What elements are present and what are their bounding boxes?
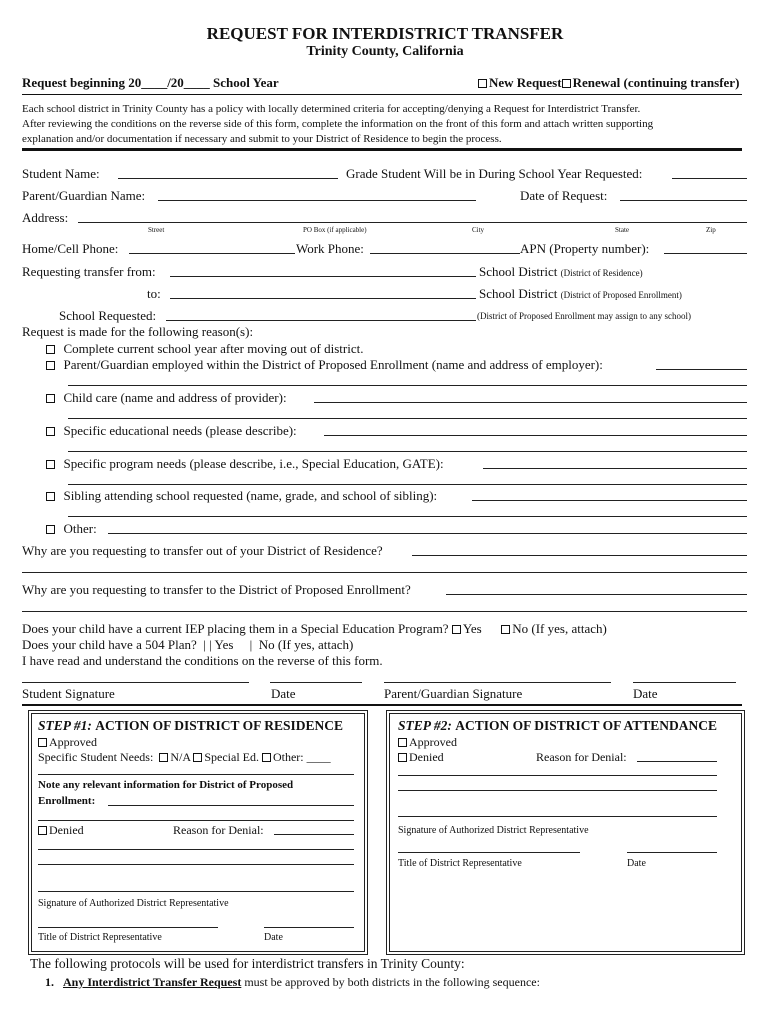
step1-reason-label: Reason for Denial: <box>173 823 264 837</box>
protocol-item-1 <box>45 975 540 990</box>
reason-4-field-2[interactable] <box>68 451 747 452</box>
reason-4 <box>46 423 297 439</box>
date-request-label: Date of Request: <box>520 188 608 203</box>
grade-field[interactable] <box>672 178 747 179</box>
step1-note-line1: Note any relevant information for District of Proposed <box>38 779 294 791</box>
reason-7-field[interactable] <box>108 533 747 534</box>
step1-rep-title-label: Title of District Representative <box>38 932 162 943</box>
question-1-field[interactable] <box>412 555 747 556</box>
step2-reason-label: Reason for Denial: <box>536 750 627 764</box>
apn-label: APN (Property number): <box>520 241 650 256</box>
school-district-label: School District <box>479 264 558 279</box>
reason-4-label: Specific educational needs (please describe): <box>63 423 297 438</box>
step2-date-label: Date <box>627 858 646 869</box>
addr-zip-hint: Zip <box>706 226 716 234</box>
reason-6-field-2[interactable] <box>68 516 747 517</box>
reason-3 <box>46 390 287 406</box>
school-requested-note: (District of Proposed Enrollment may assign to any school) <box>477 311 691 321</box>
reason-6-checkbox[interactable] <box>46 492 55 501</box>
step1-needs <box>38 750 331 765</box>
intro-line-1: Each school district in Trinity County has a policy with locally determined criteria for accepting/denying a Request for Interdistrict Transfer. <box>22 103 641 115</box>
step1-note-field[interactable] <box>108 805 354 806</box>
step1-needs-label: Specific Student Needs: <box>38 750 154 764</box>
step1-denied-label: Denied <box>49 823 84 837</box>
step2-reason-field-2[interactable] <box>398 775 717 776</box>
plan504-label: Does your child have a 504 Plan? <box>22 637 197 652</box>
reason-3-field[interactable] <box>314 402 747 403</box>
step1-title-rest: ACTION OF DISTRICT OF RESIDENCE <box>95 718 344 733</box>
reason-6 <box>46 488 437 504</box>
reason-7 <box>46 521 97 537</box>
understand-statement: I have read and understand the conditions on the reverse of this form. <box>22 653 383 668</box>
step1-approved-label: Approved <box>49 735 97 749</box>
step1-signature-label: Signature of Authorized District Representative <box>38 898 229 909</box>
step2-title-step: STEP #2: <box>398 718 452 733</box>
iep-label: Does your child have a current IEP placing them in a Special Education Program? <box>22 621 449 636</box>
school-requested-label: School Requested: <box>59 308 157 323</box>
request-type <box>478 75 739 91</box>
renewal-checkbox[interactable] <box>562 79 571 88</box>
addr-city-hint: City <box>472 226 485 234</box>
parent-signature-line[interactable] <box>384 682 611 683</box>
reason-5-checkbox[interactable] <box>46 460 55 469</box>
reason-6-label: Sibling attending school requested (name, grade, and school of sibling): <box>63 488 438 503</box>
intro-line-2: After reviewing the conditions on the reverse side of this form, complete the information on the front of this form and attach written supporting <box>22 118 654 130</box>
step2-denied-checkbox[interactable] <box>398 753 407 762</box>
reason-5-field[interactable] <box>483 468 747 469</box>
question-2-field[interactable] <box>446 594 747 595</box>
step1-denied <box>38 823 84 838</box>
step2-title <box>398 718 717 734</box>
renewal-label: Renewal (continuing transfer) <box>572 75 740 90</box>
student-signature-label: Student Signature <box>22 686 115 701</box>
date-request-field[interactable] <box>620 200 747 201</box>
date2-line[interactable] <box>633 682 736 683</box>
step1-sped-label: Special Ed. <box>204 750 259 764</box>
home-phone-label: Home/Cell Phone: <box>22 241 119 256</box>
reason-5-label: Specific program needs (please describe, i.e., Special Education, GATE): <box>63 456 444 471</box>
reason-2 <box>46 357 603 373</box>
intro-divider <box>22 148 742 151</box>
reason-3-field-2[interactable] <box>68 418 747 419</box>
protocol-item-number: 1. <box>45 975 54 989</box>
addr-street-hint: Street <box>148 226 165 234</box>
date2-label: Date <box>633 686 658 701</box>
school-requested-field[interactable] <box>166 320 476 321</box>
protocols-heading: The following protocols will be used for interdistrict transfers in Trinity County: <box>30 956 465 971</box>
reason-6-field[interactable] <box>472 500 747 501</box>
question-1: Why are you requesting to transfer out of your District of Residence? <box>22 543 383 558</box>
step1-reason-field[interactable] <box>274 834 354 835</box>
plan-yes-box[interactable]: | | <box>203 637 212 652</box>
step1-sped-checkbox[interactable] <box>193 753 202 762</box>
step1-signature-line[interactable] <box>38 891 354 892</box>
step1-reason-field-3[interactable] <box>38 864 354 865</box>
reason-4-field[interactable] <box>324 435 747 436</box>
step1-note-field-2[interactable] <box>38 820 354 821</box>
protocol-item-rest: must be approved by both districts in the following sequence: <box>244 975 540 989</box>
home-phone-field[interactable] <box>129 253 295 254</box>
transfer-from-field[interactable] <box>170 276 476 277</box>
reason-4-checkbox[interactable] <box>46 427 55 436</box>
question-1-field-2[interactable] <box>22 572 747 573</box>
reason-1-checkbox[interactable] <box>46 345 55 354</box>
grade-label: Grade Student Will be in During School Year Requested: <box>346 166 643 181</box>
iep-yes-checkbox[interactable] <box>452 625 461 634</box>
school-district-from <box>479 264 643 280</box>
intro-line-3: explanation and/or documentation if necessary and submit to your District of Residence to begin the process. <box>22 133 502 145</box>
reason-7-label: Other: <box>63 521 97 536</box>
reason-2-checkbox[interactable] <box>46 361 55 370</box>
step2-reason-field-4[interactable] <box>398 816 717 817</box>
apn-field[interactable] <box>664 253 747 254</box>
reason-2-field-2[interactable] <box>68 385 747 386</box>
protocol-item-bold: Any Interdistrict Transfer Request <box>63 975 242 989</box>
reason-5-field-2[interactable] <box>68 484 747 485</box>
reasons-intro: Request is made for the following reason(s): <box>22 324 254 339</box>
new-request-label: New Request <box>489 75 562 90</box>
school-district-to <box>479 286 682 302</box>
step1-approved <box>38 735 97 750</box>
step1-denied-checkbox[interactable] <box>38 826 47 835</box>
step2-reason-field[interactable] <box>637 761 717 762</box>
plan-no-label: No (If yes, attach) <box>258 637 354 652</box>
step2-date-line[interactable] <box>627 852 717 853</box>
iep-question <box>22 621 607 637</box>
plan504-question <box>22 637 353 653</box>
step1-reason-field-2[interactable] <box>38 849 354 850</box>
reason-1-label: Complete current school year after moving out of district. <box>63 341 364 356</box>
student-signature-line[interactable] <box>22 682 249 683</box>
signature-divider <box>22 704 742 706</box>
parent-signature-label: Parent/Guardian Signature <box>384 686 523 701</box>
step2-reason-field-3[interactable] <box>398 790 717 791</box>
step1-na-label: N/A <box>170 750 191 764</box>
step2-title-line[interactable] <box>398 852 580 853</box>
step2-approved-checkbox[interactable] <box>398 738 407 747</box>
address-field[interactable] <box>78 222 747 223</box>
parent-name-field[interactable] <box>158 200 476 201</box>
step2-signature-label: Signature of Authorized District Representative <box>398 825 589 836</box>
step1-note-line2: Enrollment: <box>38 795 96 807</box>
step2-denied-label: Denied <box>409 750 444 764</box>
new-request-checkbox[interactable] <box>478 79 487 88</box>
step2-approved <box>398 735 457 750</box>
transfer-to-field[interactable] <box>170 298 476 299</box>
district-residence-note: (District of Residence) <box>560 268 643 278</box>
parent-name-label: Parent/Guardian Name: <box>22 188 146 203</box>
form-subtitle: Trinity County, California <box>306 44 464 59</box>
reason-7-checkbox[interactable] <box>46 525 55 534</box>
district-proposed-note: (District of Proposed Enrollment) <box>560 290 682 300</box>
addr-state-hint: State <box>615 226 629 234</box>
student-name-field[interactable] <box>118 178 338 179</box>
step2-rep-title-label: Title of District Representative <box>398 858 522 869</box>
step2-approved-label: Approved <box>409 735 457 749</box>
step2-denied <box>398 750 444 765</box>
reason-1 <box>46 341 364 357</box>
reason-2-label: Parent/Guardian employed within the District of Proposed Enrollment (name and address of employer): <box>63 357 603 372</box>
question-2-field-2[interactable] <box>22 611 747 612</box>
plan-yes-label: Yes <box>214 637 234 652</box>
transfer-from-label: Requesting transfer from: <box>22 264 156 279</box>
iep-no-checkbox[interactable] <box>501 625 510 634</box>
form-title: REQUEST FOR INTERDISTRICT TRANSFER <box>206 24 564 43</box>
work-phone-field[interactable] <box>370 253 520 254</box>
step1-title-step: STEP #1: <box>38 718 92 733</box>
step1-other-checkbox[interactable] <box>262 753 271 762</box>
step1-other-label: Other: ____ <box>272 750 331 764</box>
step2-title-rest: ACTION OF DISTRICT OF ATTENDANCE <box>455 718 718 733</box>
step1-date-line[interactable] <box>264 927 354 928</box>
transfer-to-label: to: <box>147 286 161 301</box>
iep-no-label: No (If yes, attach) <box>512 621 607 636</box>
step1-na-checkbox[interactable] <box>159 753 168 762</box>
iep-yes-label: Yes <box>462 621 482 636</box>
step1-needs-line[interactable] <box>38 774 354 775</box>
date1-line[interactable] <box>270 682 362 683</box>
reason-3-label: Child care (name and address of provider): <box>63 390 287 405</box>
reason-2-field[interactable] <box>656 369 747 370</box>
header-divider <box>22 94 742 95</box>
plan-no-box[interactable]: | <box>249 637 253 652</box>
school-year-label: Request beginning 20____/20____ School Year <box>22 75 279 90</box>
reason-5 <box>46 456 444 472</box>
step1-title-line[interactable] <box>38 927 218 928</box>
address-label: Address: <box>22 210 69 225</box>
reason-3-checkbox[interactable] <box>46 394 55 403</box>
question-2: Why are you requesting to transfer to the District of Proposed Enrollment? <box>22 582 411 597</box>
addr-po-hint: PO Box (if applicable) <box>303 226 367 234</box>
step1-date-label: Date <box>264 932 283 943</box>
student-name-label: Student Name: <box>22 166 100 181</box>
step1-title <box>38 718 343 734</box>
step1-approved-checkbox[interactable] <box>38 738 47 747</box>
date1-label: Date <box>271 686 296 701</box>
school-district-label-2: School District <box>479 286 558 301</box>
work-phone-label: Work Phone: <box>296 241 364 256</box>
